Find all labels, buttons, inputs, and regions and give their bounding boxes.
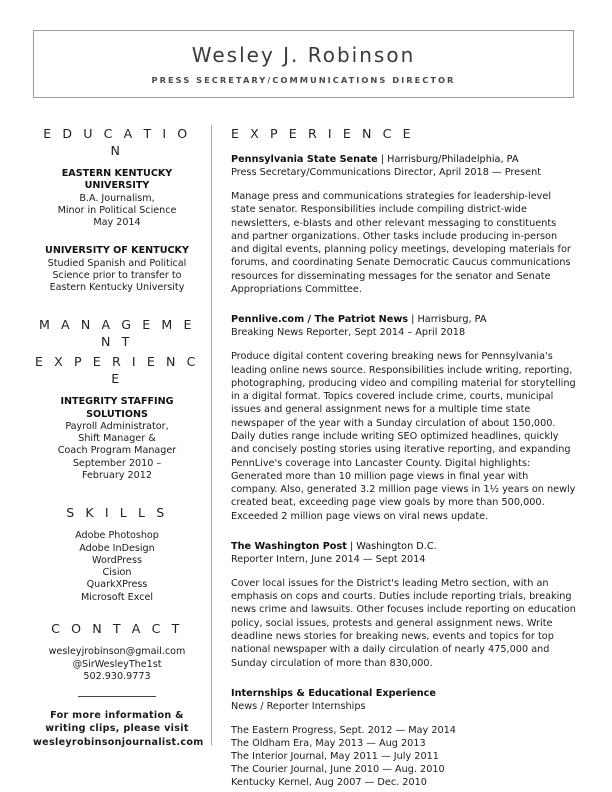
education-entry — [33, 245, 201, 294]
education-detail-line: B.A. Journalism, — [79, 192, 155, 204]
experience-location: | Harrisburg, PA — [408, 314, 487, 326]
experience-employer-line — [231, 313, 576, 326]
education-detail-line: Eastern Kentucky University — [49, 282, 185, 294]
section-heading-education: E D U C A T I O N — [43, 126, 191, 158]
contact-note-line: For more information & — [50, 710, 184, 722]
skill-item: WordPress — [92, 554, 142, 566]
list-item: The Oldham Era, May 2013 — Aug 2013 — [231, 737, 426, 749]
experience-entry — [231, 153, 576, 296]
experience-employer: Pennsylvania State Senate — [231, 154, 378, 165]
management-org-line: INTEGRITY STAFFING — [60, 396, 174, 408]
management-org-line: SOLUTIONS — [86, 408, 148, 420]
management-detail-line: September 2010 – — [72, 457, 162, 469]
education-org-line: UNIVERSITY OF KENTUCKY — [45, 245, 189, 257]
contact-website[interactable]: wesleyrobinsonjournalist.com — [33, 736, 204, 748]
education-detail-line: Studied Spanish and Political — [47, 257, 187, 269]
management-entry — [33, 396, 201, 482]
skill-item: Cision — [102, 567, 132, 579]
management-detail-line: Payroll Administrator, — [65, 420, 169, 432]
contact-note-line: writing clips, please visit — [45, 723, 189, 735]
management-detail-line: Coach Program Manager — [57, 445, 177, 457]
section-heading-skills: S K I L L S — [66, 505, 168, 521]
list-item: The Courier Journal, June 2010 — Aug. 2010 — [231, 763, 445, 775]
education-entry — [33, 168, 201, 229]
experience-entry — [231, 540, 576, 670]
contact-twitter-handle[interactable]: @SirWesleyThe1st — [72, 658, 162, 670]
education-detail-line: Minor in Political Science — [57, 204, 177, 216]
experience-role: Press Secretary/Communications Director, April 2018 — Present — [231, 167, 542, 178]
experience-description: Manage press and communications strategies for leadership-level state senator. Responsibilities include compiling district-wide newsletters, e-blasts and other relevant messaging to constituents and partner organizations. Other tasks include producing in-person and digital events, planning policy meetings, developing materials for forums, and coordinating Senate Democratic Caucus communications resources for disseminating messages for the senator and Senate Appropriations Committee. — [231, 191, 571, 295]
contact-phone[interactable]: 502.930.9773 — [83, 671, 151, 683]
education-org-line: EASTERN KENTUCKY — [61, 168, 173, 179]
skill-item: Microsoft Excel — [80, 591, 154, 603]
experience-role: Breaking News Reporter, Sept 2014 – April 2018 — [231, 327, 466, 339]
left-column — [33, 125, 204, 749]
skill-item: Adobe Photoshop — [75, 530, 159, 542]
section-heading-experience: E X P E R I E N C E — [231, 126, 415, 141]
column-divider — [211, 125, 212, 745]
management-detail-line: February 2012 — [82, 469, 152, 481]
skills-list — [33, 530, 201, 604]
experience-employer: Pennlive.com / The Patriot News — [231, 314, 409, 326]
contact-divider — [78, 696, 156, 697]
experience-description: Cover local issues for the District's leading Metro section, with an emphasis on cops and courts. Duties include reporting trials, breaking news crime and lawsuits. Other focuses include reporting on education policy, social issues, protests and general assignment news. Write deadline news stories for breaking news, events and topics for top national newspaper with a daily circulation of nearly 475,000 and Sunday circulation of more than 830,000. — [231, 577, 576, 669]
resume-header — [33, 30, 574, 98]
list-item: Kentucky Kernel, Aug 2007 — Dec. 2010 — [231, 776, 427, 788]
list-item: The Interior Journal, May 2011 — July 2011 — [231, 750, 439, 762]
education-org-line: UNIVERSITY — [84, 180, 150, 192]
internships-subtitle: News / Reporter Internships — [231, 700, 366, 712]
experience-employer: The Washington Post — [231, 540, 347, 552]
experience-role: Reporter Intern, June 2014 — Sept 2014 — [231, 553, 426, 565]
right-column — [231, 125, 576, 789]
management-detail-line: Shift Manager & — [78, 433, 156, 445]
skill-item: Adobe InDesign — [79, 542, 155, 554]
internships-title: Internships & Educational Experience — [231, 687, 436, 699]
experience-description: Produce digital content covering breaking news for Pennsylvania's leading online news source. Responsibilities include writing, reporting, photographing, producing video and compiling material for storytelling in a digital format. Topics covered include crime, courts, municipal issues and general assignment news for a multiple time state newspaper of the year with a Sunday circulation of about 150,000. Daily duties range include writing SEO optimized headlines, quickly and concisely posting stories using iterative reporting, and expanding PennLive's coverage into Lancaster County. Digital highlights: Generated more than 10 million page views in final year with company. Also, generated 3.2 million page views in 1½ years on newly created beat, exceeding page view goals by more than 500,000. Exceeded 2 million page views on viral news update. — [231, 351, 576, 522]
education-detail-line: May 2014 — [93, 217, 141, 229]
section-heading-management-line2: E X P E R I E N C E — [35, 354, 199, 387]
contact-email[interactable]: wesleyjrobinson@gmail.com — [48, 645, 186, 657]
page-title: Wesley J. Robinson — [191, 42, 416, 67]
contact-note — [33, 709, 204, 749]
header-subtitle: PRESS SECRETARY/COMMUNICATIONS DIRECTOR — [151, 74, 456, 85]
experience-location: | Washington D.C. — [346, 540, 437, 552]
list-item: The Eastern Progress, Sept. 2012 — May 2014 — [231, 724, 456, 736]
experience-location: | Harrisburg/Philadelphia, PA — [377, 154, 519, 165]
education-detail-line: Science prior to transfer to — [52, 269, 182, 281]
internships-list — [231, 724, 576, 789]
skill-item: QuarkXPress — [86, 579, 148, 591]
contact-block — [33, 646, 201, 684]
experience-employer-line — [231, 540, 576, 553]
experience-entry — [231, 313, 576, 523]
section-heading-contact: C O N T A C T — [51, 620, 183, 636]
section-heading-management-line1: M A N A G E M E N T — [38, 317, 196, 350]
internships-section — [231, 687, 576, 789]
experience-employer-line — [231, 153, 576, 166]
